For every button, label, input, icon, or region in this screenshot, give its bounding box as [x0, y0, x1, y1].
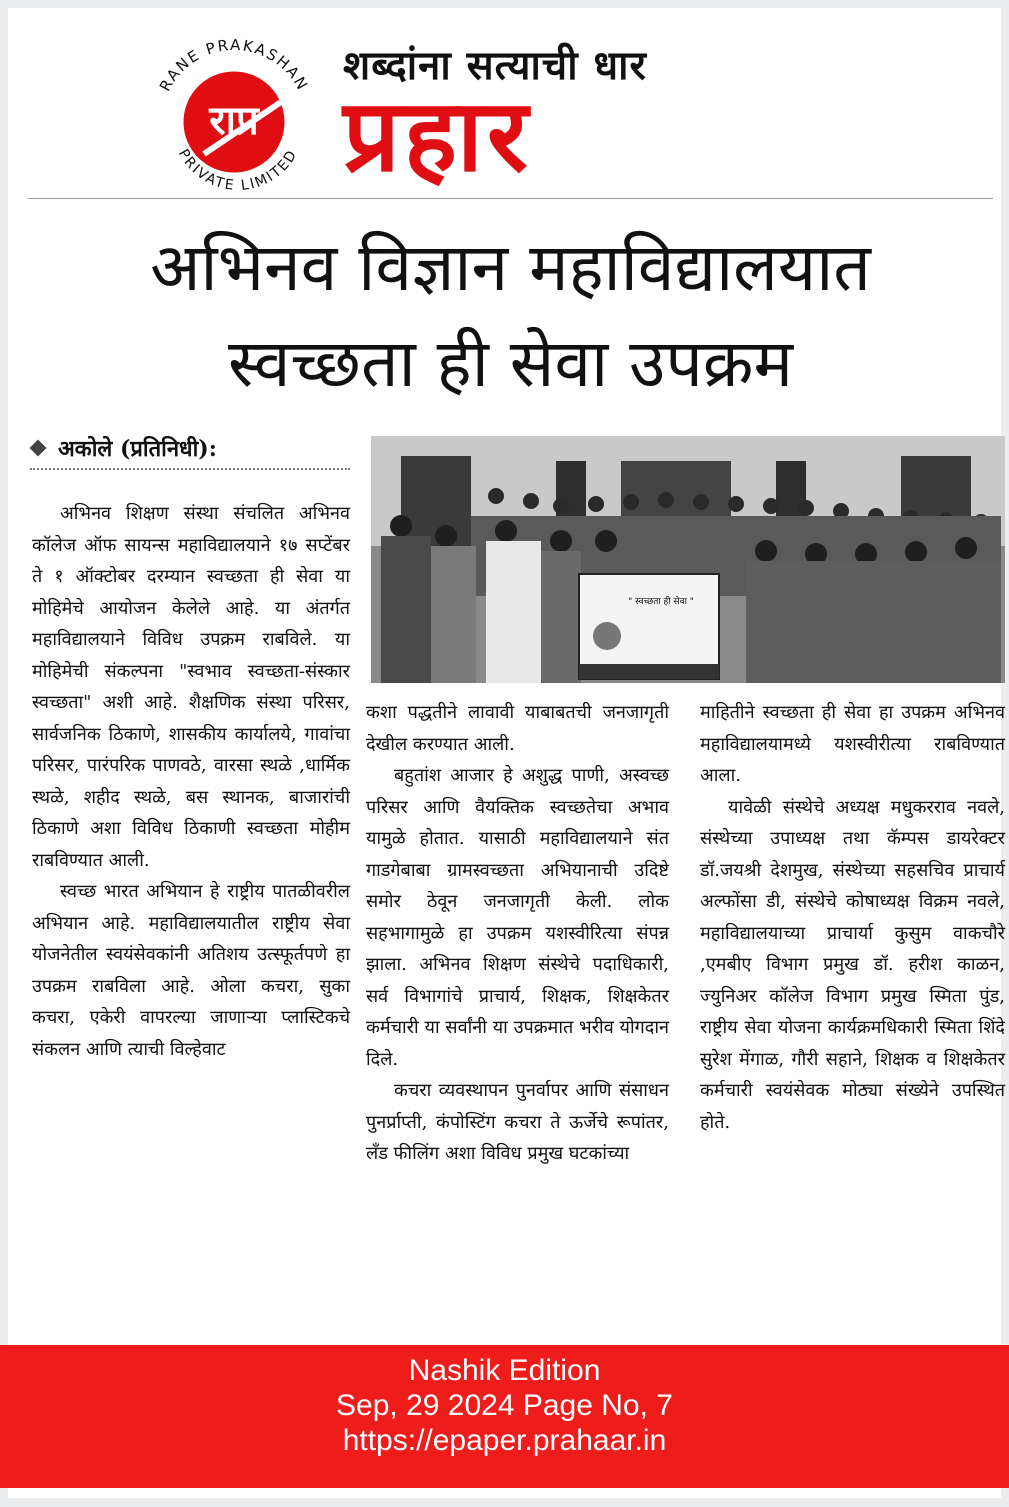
dateline-divider	[30, 468, 350, 470]
dateline-text: अकोले (प्रतिनिधी):	[58, 436, 217, 462]
article-headline	[28, 220, 993, 412]
rane-prakashan-logo	[134, 22, 334, 202]
paragraph: स्वच्छ भारत अभियान हे राष्ट्रीय पातळीवरील अभियान आहे. महाविद्यालयातील राष्ट्रीय सेवा योजनेतील स्वयंसेवकांनी अतिशय उत्स्फूर्तपणे हा उपक्रम राबविला आहे. ओला कचरा, सुका कचरा, एकेरी वापरल्या जाणाऱ्या प्लास्टिकचे संकलन आणि त्याची विल्हेवाट	[32, 881, 350, 1060]
article-column-2	[366, 697, 669, 1170]
article-column-1	[32, 498, 350, 1065]
edition-footer	[0, 1345, 1009, 1488]
paragraph: यावेळी संस्थेचे अध्यक्ष मधुकरराव नवले, संस्थेच्या उपाध्यक्ष तथा कॅम्पस डायरेक्टर डॉ.जयश्री देशमुख, संस्थेच्या सहसचिव प्राचार्य अल्फोंसा डी, संस्थेचे कोषाध्यक्ष विक्रम नवले, महाविद्यालयाच्या प्राचार्या कुसुम वाकचौरे ,एमबीए विभाग प्रमुख डॉ. हरीश काळन, ज्युनिअर कॉलेज विभाग प्रमुख स्मिता पुंड, राष्ट्रीय सेवा योजना कार्यक्रमधिकारी स्मिता शिंदे सुरेश मेंगाळ, गौरी सहाने, शिक्षक व शिक्षकेतर कर्मचारी स्वयंसेवक मोठ्या संख्येने उपस्थित होते.	[700, 796, 1005, 1133]
logo-ring-top: RANE PRAKASHAN	[155, 35, 313, 95]
masthead-divider	[28, 198, 993, 199]
paragraph: अभिनव शिक्षण संस्था संचलित अभिनव कॉलेज ऑफ सायन्स महाविद्यालयाने १७ सप्टेंबर ते १ ऑक्टोबर दरम्यान स्वच्छता ही सेवा या मोहिमेचे आयोजन केलेले आहे. या अंतर्गत महाविद्यालयाने विविध उपक्रम राबविले. या मोहिमेची संकल्पना "स्वभाव स्वच्छता-संस्कार स्वच्छता" अशी आहे. शैक्षणिक संस्था परिसर, सार्वजनिक ठिकाणे, शासकीय कार्यालये, गावांचा परिसर, पारंपरिक पाणवठे, वारसा स्थळे ,धार्मिक स्थळे, शहीद स्थळे, बस स्थानक, बाजारांची ठिकाणे अशा विविध ठिकाणी स्वच्छता मोहीम राबविण्यात आली.	[32, 503, 350, 871]
newspaper-page	[8, 8, 1005, 1498]
masthead-tagline: शब्दांना सत्याची धार	[343, 43, 647, 89]
event-group-photo	[371, 436, 1005, 683]
article-column-3	[700, 697, 1005, 1138]
edition-name: Nashik Edition	[408, 1354, 601, 1387]
paragraph: बहुतांश आजार हे अशुद्ध पाणी, अस्वच्छ परिसर आणि वैयक्तिक स्वच्छतेचा अभाव यामुळे होतात. यासाठी महाविद्यालयाने संत गाडगेबाबा ग्रामस्वच्छता अभियानाची उदिष्टे समोर ठेवून जनजागृती केली. लोक सहभागामुळे हा उपक्रम यशस्वीरित्या संपन्न झाला. अभिनव शिक्षण संस्थेचे पदाधिकारी, सर्व विभागांचे प्राचार्य, शिक्षक, शिक्षकेतर कर्मचारी या सर्वांनी या उपक्रमात भरीव योगदान दिले.	[366, 765, 669, 1070]
headline-line-2: स्वच्छता ही सेवा उपक्रम	[228, 325, 793, 402]
paragraph: माहितीने स्वच्छता ही सेवा हा उपक्रम अभिनव महाविद्यालयामध्ये यशस्वीरीत्या राबविण्यात आला.	[700, 702, 1005, 786]
paragraph: कचरा व्यवस्थापन पुनर्वापर आणि संसाधन पुनर्प्राप्ती, कंपोस्टिंग कचरा ते ऊर्जेचे रूपांतर, लॅंड फीलिंग अशा विविध प्रमुख घटकांच्या	[366, 1080, 669, 1164]
headline-line-1: अभिनव विज्ञान महाविद्यालयात	[150, 229, 871, 306]
dateline	[32, 433, 352, 463]
masthead-title: प्रहार	[343, 77, 532, 194]
epaper-url: https://epaper.prahaar.in	[342, 1424, 667, 1457]
logo-ring-bottom: PRIVATE LIMITED	[174, 146, 302, 195]
paragraph: कशा पद्धतीने लावावी याबाबतची जनजागृती देखील करण्यात आली.	[366, 702, 669, 755]
logo-monogram: राप्र	[209, 98, 259, 144]
banner-text: " स्वच्छता ही सेवा "	[628, 597, 694, 607]
diamond-bullet-icon	[30, 440, 47, 457]
edition-date-page: Sep, 29 2024 Page No, 7	[336, 1389, 673, 1422]
